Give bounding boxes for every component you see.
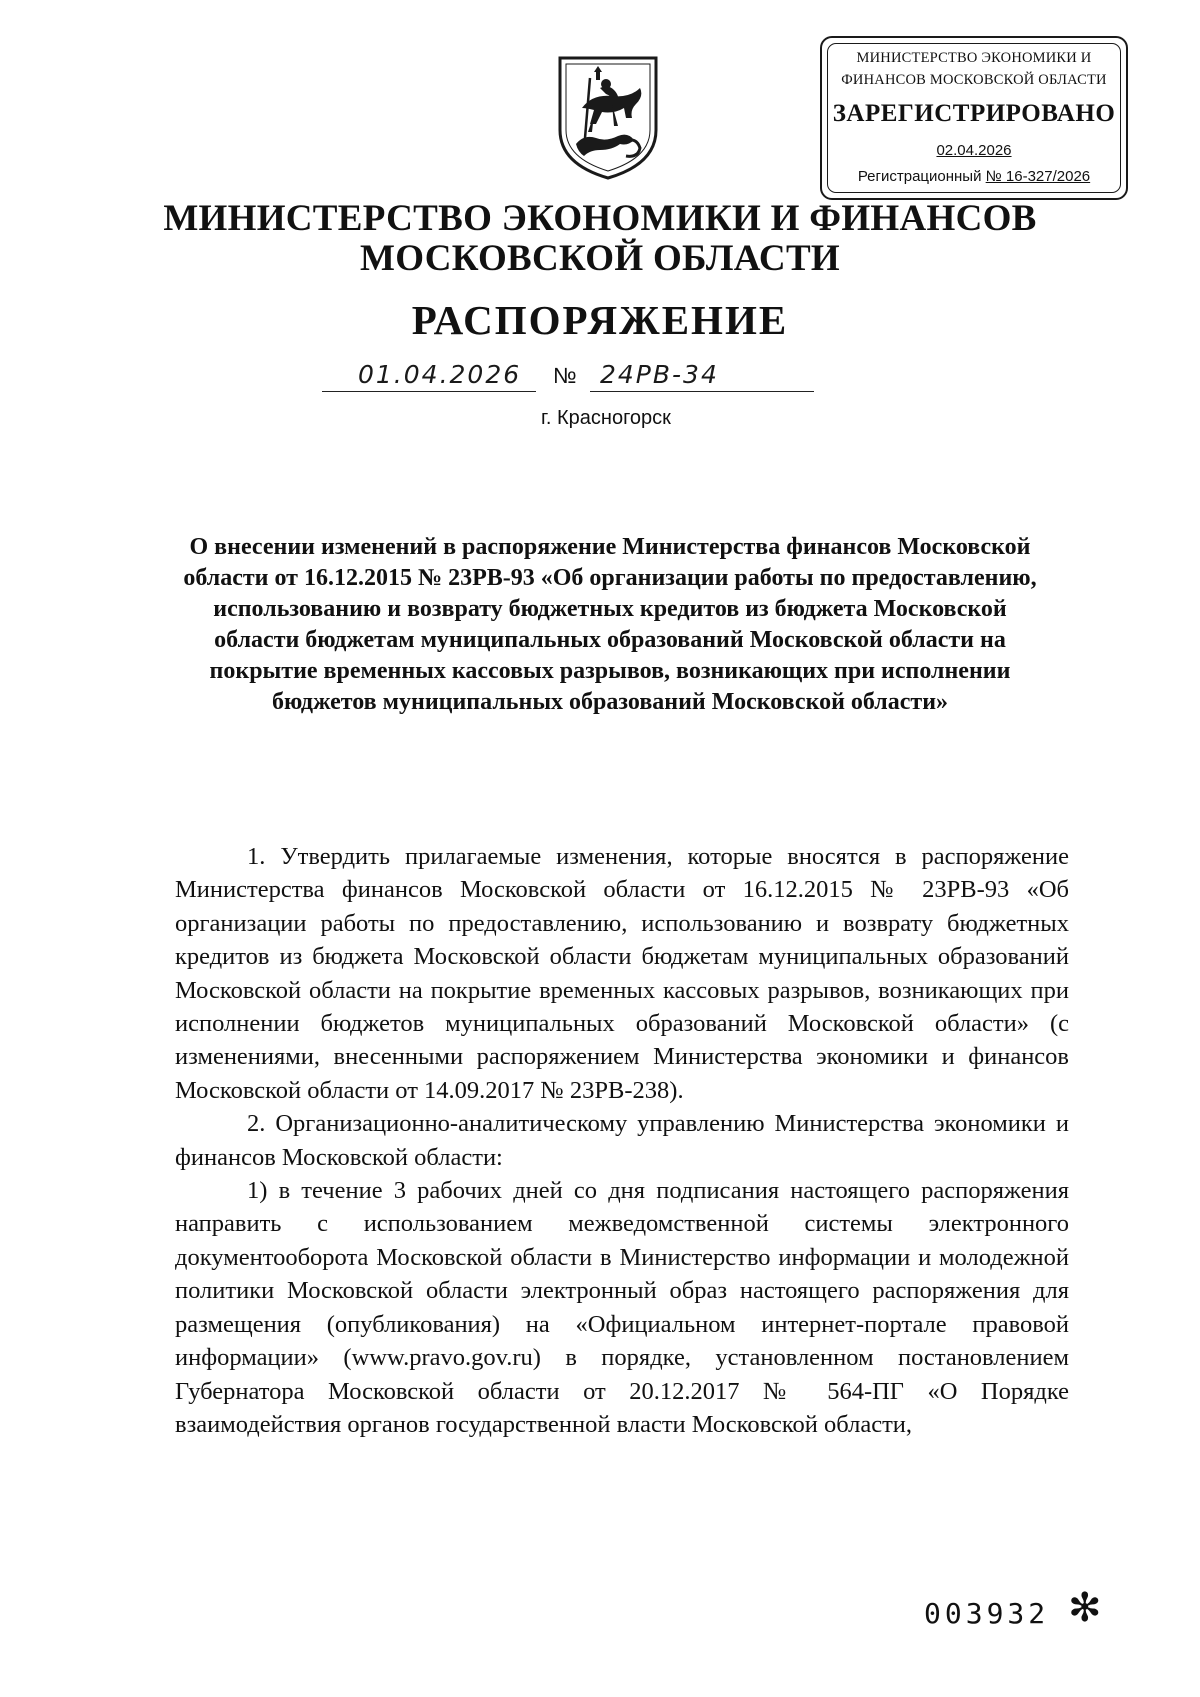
asterisk-icon: ✻ — [1068, 1585, 1102, 1631]
city-name: г. Красногорск — [541, 407, 671, 429]
form-serial-number: 003932 — [924, 1597, 1050, 1630]
stamp-status: ЗАРЕГИСТРИРОВАНО — [832, 100, 1116, 127]
paragraph-1: 1. Утвердить прилагаемые изменения, которые вносятся в распоряжение Министерства финансов Московской области от 16.12.2015 № 23РВ-93 «Об организации работы по предоставлению, использованию и возврату бюджетных кредитов из бюджета Московской области бюджетам муниципальных образований Московской области на покрытие временных кассовых разрывов, возникающих при исполнении бюджетов муниципальных образований Московской области» (с изменениями, внесенными распоряжением Министерства экономики и финансов Московской области от 14.09.2017 № 23РВ-238). — [175, 843, 1069, 1104]
document-type: РАСПОРЯЖЕНИЕ — [411, 297, 789, 343]
handwritten-date: 01.04.2026 — [358, 360, 522, 389]
stamp-ministry-line1: МИНИСТЕРСТВО ЭКОНОМИКИ И — [856, 50, 1092, 66]
ministry-name-line1: МИНИСТЕРСТВО ЭКОНОМИКИ И ФИНАНСОВ — [163, 198, 1037, 239]
number-sign: № — [553, 363, 577, 388]
handwritten-number: 24РВ-34 — [600, 360, 719, 389]
paragraph-2-item-1: 1) в течение 3 рабочих дней со дня подписания настоящего распоряжения направить с использованием межведомственной системы электронного документооборота Московской области в Министерство информации и молодежной политики Московской области электронный образ настоящего распоряжения для размещения (опубликования) на «Официальном интернет-портале правовой информации» (www.pravo.gov.ru) в порядке, установленном постановлением Губернатора Московской области от 20.12.2017 № 564-ПГ «О Порядке взаимодействия органов государственной власти Московской области, — [175, 1177, 1069, 1438]
paragraph-2: 2. Организационно-аналитическому управлению Министерства экономики и финансов Московской области: — [175, 1110, 1069, 1171]
document-subject: О внесении изменений в распоряжение Министерства финансов Московской области от 16.12.2015 № 23РВ-93 «Об организации работы по предоставлению, использованию и возврату бюджетных кредитов из бюджета Московской области бюджетам муниципальных образований Московской области на покрытие временных кассовых разрывов, возникающих при исполнении бюджетов муниципальных образований Московской области» — [183, 534, 1037, 715]
registration-stamp — [820, 36, 1128, 200]
stamp-reg-label: Регистрационный — [857, 168, 982, 185]
date-underline — [322, 391, 536, 392]
stamp-ministry-line2: ФИНАНСОВ МОСКОВСКОЙ ОБЛАСТИ — [841, 72, 1107, 88]
stamp-reg-number: № 16-327/2026 — [985, 168, 1091, 185]
coat-of-arms-icon — [554, 52, 662, 182]
number-underline — [590, 391, 814, 392]
stamp-date: 02.04.2026 — [936, 142, 1012, 159]
document-body — [175, 840, 1069, 1441]
stamp-registration — [822, 168, 1126, 185]
ministry-name-line2: МОСКОВСКОЙ ОБЛАСТИ — [359, 238, 841, 279]
